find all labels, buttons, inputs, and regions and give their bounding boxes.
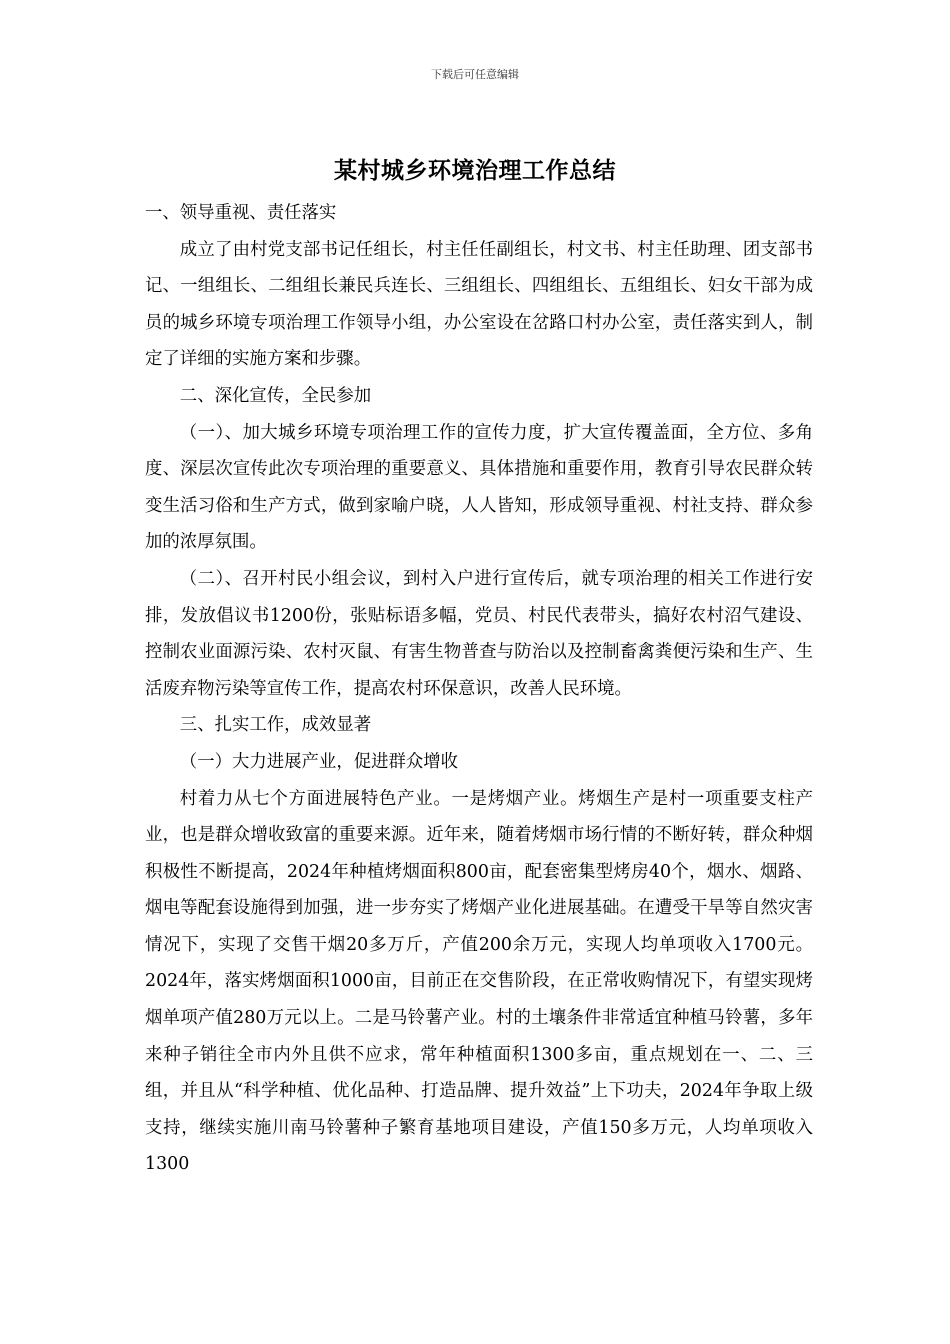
section-heading-1: 一、领导重视、责任落实 (145, 203, 337, 223)
document-title: 某村城乡环境治理工作总结 (334, 157, 616, 184)
paragraph-publicity-1: （一）、加大城乡环境专项治理工作的宣传力度，扩大宣传覆盖面，全方位、多角度、深层次宣传此次专项治理的重要意义、具体措施和重要作用，教育引导农民群众转变生活习俗和生产方式，做到家喻户晓，人人皆知，形成领导重视、村社支持、群众参加的浓厚氛围。 (145, 422, 813, 553)
paragraph-industry-development: 村着力从七个方面进展特色产业。一是烤烟产业。烤烟生产是村一项重要支柱产业，也是群众增收致富的重要来源。近年来，随着烤烟市场行情的不断好转，群众种烟积极性不断提高，2024年种植烤烟面积800亩，配套密集型烤房40个，烟水、烟路、烟电等配套设施得到加强，进一步夯实了烤烟产业化进展基础。在遭受干旱等自然灾害情况下，实现了交售干烟20多万斤，产值200余万元，实现人均单项收入1700元。2024年，落实烤烟面积1000亩，目前正在交售阶段，在正常收购情况下，有望实现烤烟单项产值280万元以上。二是马铃薯产业。村的土壤条件非常适宜种植马铃薯，多年来种子销往全市内外且供不应求，常年种植面积1300多亩，重点规划在一、二、三组，并且从“科学种植、优化品种、打造品牌、提升效益”上下功夫，2024年争取上级支持，继续实施川南马铃薯种子繁育基地项目建设，产值150多万元，人均单项收入1300 (145, 788, 813, 1175)
section-heading-3: 三、扎实工作，成效显著 (179, 715, 372, 736)
subsection-heading-industry: （一）大力进展产业，促进群众增收 (179, 751, 459, 772)
paragraph-leadership-group: 成立了由村党支部书记任组长，村主任任副组长，村文书、村主任助理、团支部书记、一组组长、二组组长兼民兵连长、三组组长、四组组长、五组组长、妇女干部为成员的城乡环境专项治理工作领导小组，办公室设在岔路口村办公室，责任落实到人，制定了详细的实施方案和步骤。 (145, 239, 813, 370)
paragraph-publicity-2: （二）、召开村民小组会议，到村入户进行宣传后，就专项治理的相关工作进行安排，发放倡议书1200份，张贴标语多幅，党员、村民代表带头，搞好农村沼气建设、控制农业面源污染、农村灭鼠、有害生物普查与防治以及控制畜禽粪便污染和生产、生活废弃物污染等宣传工作，提高农村环保意识，改善人民环境。 (145, 568, 813, 699)
page-header-note: 下载后可任意编辑 (431, 68, 519, 81)
section-heading-2: 二、深化宣传，全民参加 (179, 385, 372, 406)
document-body (145, 195, 813, 1183)
